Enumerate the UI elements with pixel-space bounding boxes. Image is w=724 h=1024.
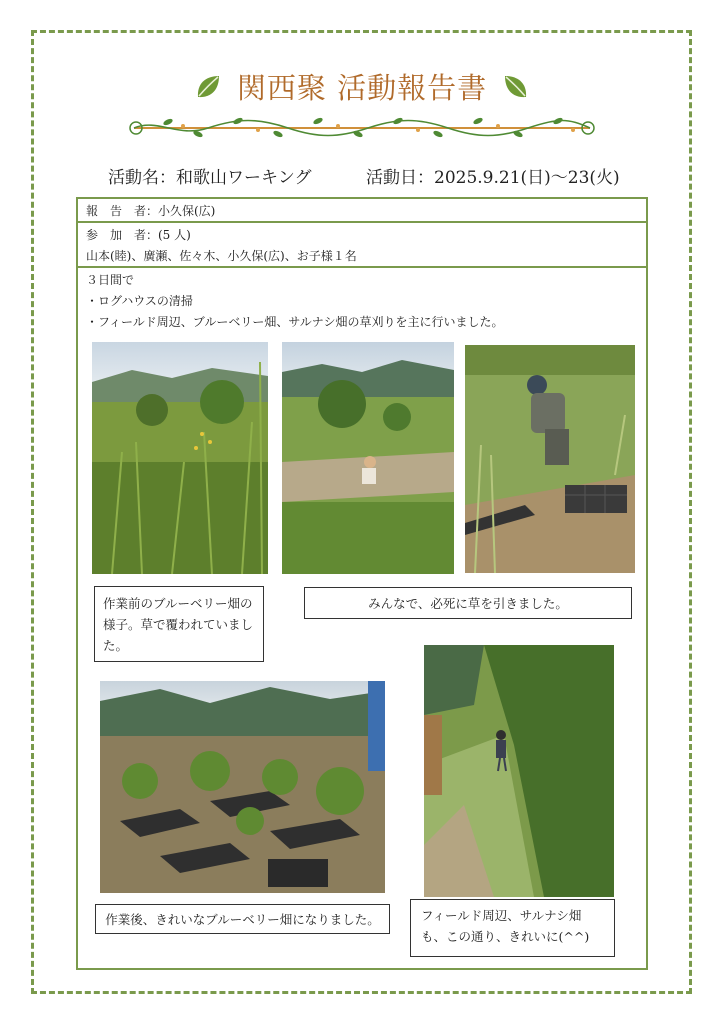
page-title: 関西聚 活動報告書	[236, 71, 488, 105]
body-line: ・フィールド周辺、ブルーベリー畑、サルナシ畑の草刈りを主に行いました。	[86, 315, 504, 329]
caption-together: みんなで、必死に草を引きました。	[304, 587, 632, 619]
photo-before-blueberry	[92, 342, 268, 574]
caption-before: 作業前のブルーベリー畑の様子。草で覆われていました。	[94, 586, 264, 662]
caption-after: 作業後、きれいなブルーベリー畑になりました。	[95, 904, 390, 934]
participants-box	[76, 221, 648, 268]
participants-label: 参 加 者：(5 人)	[86, 228, 191, 242]
activity-name: 活動名：和歌山ワーキング	[108, 168, 312, 188]
photo-field-path	[424, 645, 614, 897]
body-line: ・ログハウスの清掃	[86, 294, 193, 308]
reporter-box	[76, 197, 648, 223]
activity-date: 活動日：2025.9.21(日)〜23(火)	[366, 168, 620, 188]
leaf-icon	[193, 72, 223, 109]
participants-list: 山本(睦)、廣瀬、佐々木、小久保(広)、お子様１名	[86, 249, 357, 263]
reporter-text: 報 告 者：小久保(広)	[86, 204, 216, 218]
photo-weeding-2	[465, 345, 635, 573]
leaf-icon	[501, 72, 531, 109]
photo-after-blueberry	[100, 681, 385, 893]
photo-weeding-1	[282, 342, 454, 574]
title-row	[0, 66, 724, 109]
caption-field: フィールド周辺、サルナシ畑も、この通り、きれいに(^^)	[410, 899, 615, 957]
body-line: ３日間で	[86, 273, 135, 287]
vine-divider	[128, 114, 598, 140]
